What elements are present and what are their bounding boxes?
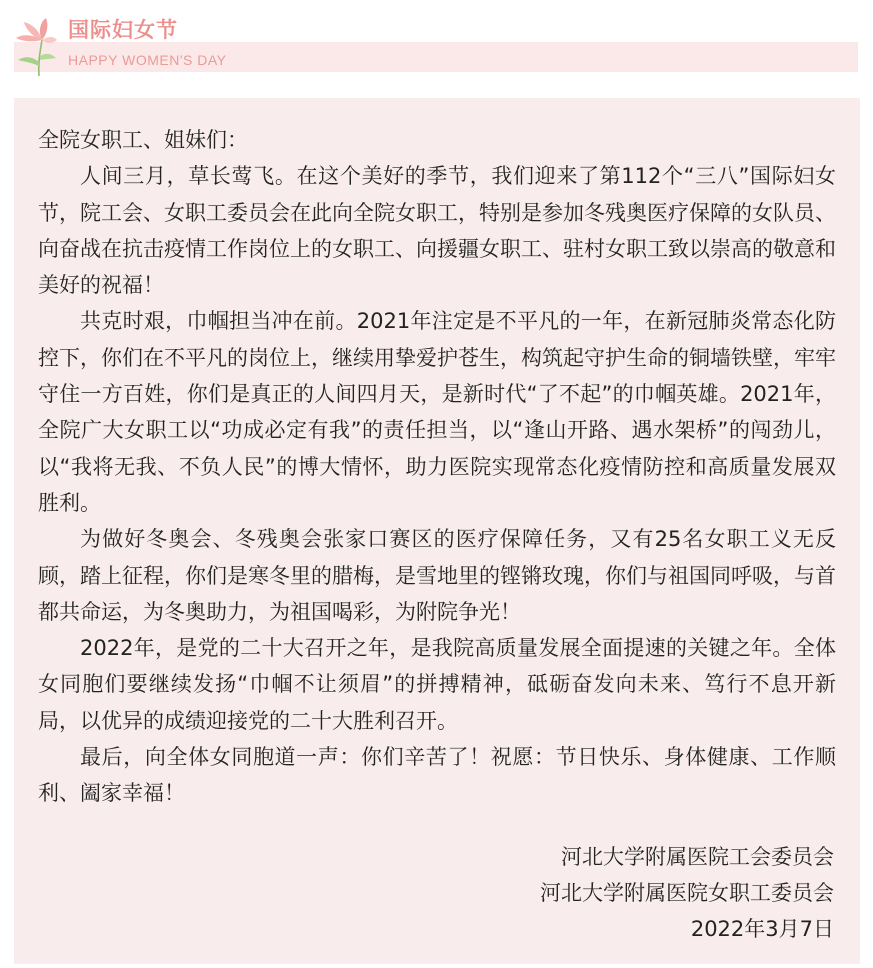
letter-salutation: 全院女职工、姐妹们： — [38, 128, 248, 152]
page-header — [0, 0, 873, 82]
letter-signature — [540, 839, 834, 947]
letter-paragraph: 人间三月，草长莺飞。在这个美好的季节，我们迎来了第112个“三八”国际妇女节，院工会、女职工委员会在此向全院女职工，特别是参加冬残奥医疗保障的女队员、向奋战在抗击疫情工作岗位上的女职工、向援疆女职工、驻村女职工致以崇高的敬意和美好的祝福！ — [38, 164, 836, 298]
letter-panel — [14, 98, 860, 964]
tulip-flower-icon — [12, 16, 58, 78]
signature-org-women-committee: 河北大学附属医院女职工委员会 — [540, 881, 834, 905]
letter-paragraph: 2022年，是党的二十大召开之年，是我院高质量发展全面提速的关键之年。全体女同胞们要继续发扬“巾帼不让须眉”的拼搏精神，砥砺奋发向未来、笃行不息开新局，以优异的成绩迎接党的二十大胜利召开。 — [38, 636, 836, 733]
signature-date: 2022年3月7日 — [690, 917, 834, 941]
letter-body — [38, 122, 836, 812]
signature-org-union: 河北大学附属医院工会委员会 — [561, 845, 834, 869]
letter-paragraph: 共克时艰，巾帼担当冲在前。2021年注定是不平凡的一年，在新冠肺炎常态化防控下，你们在不平凡的岗位上，继续用挚爱护苍生，构筑起守护生命的铜墙铁壁，牢牢守住一方百姓，你们是真正的人间四月天，是新时代“了不起”的巾帼英雄。2021年，全院广大女职工以“功成必定有我”的责任担当，以“逢山开路、遇水架桥”的闯劲儿，以“我将无我、不负人民”的博大情怀，助力医院实现常态化疫情防控和高质量发展双胜利。 — [38, 309, 836, 515]
letter-paragraph: 最后，向全体女同胞道一声：你们辛苦了！祝愿：节日快乐、身体健康、工作顺利、阖家幸福！ — [38, 745, 836, 806]
letter-paragraph: 为做好冬奥会、冬残奥会张家口赛区的医疗保障任务，又有25名女职工义无反顾，踏上征程，你们是寒冬里的腊梅，是雪地里的铿锵玫瑰，你们与祖国同呼吸，与首都共命运，为冬奥助力，为祖国喝彩，为附院争光！ — [38, 527, 836, 624]
page-title: 国际妇女节 — [68, 18, 178, 42]
page-subtitle: HAPPY WOMEN'S DAY — [68, 52, 227, 68]
